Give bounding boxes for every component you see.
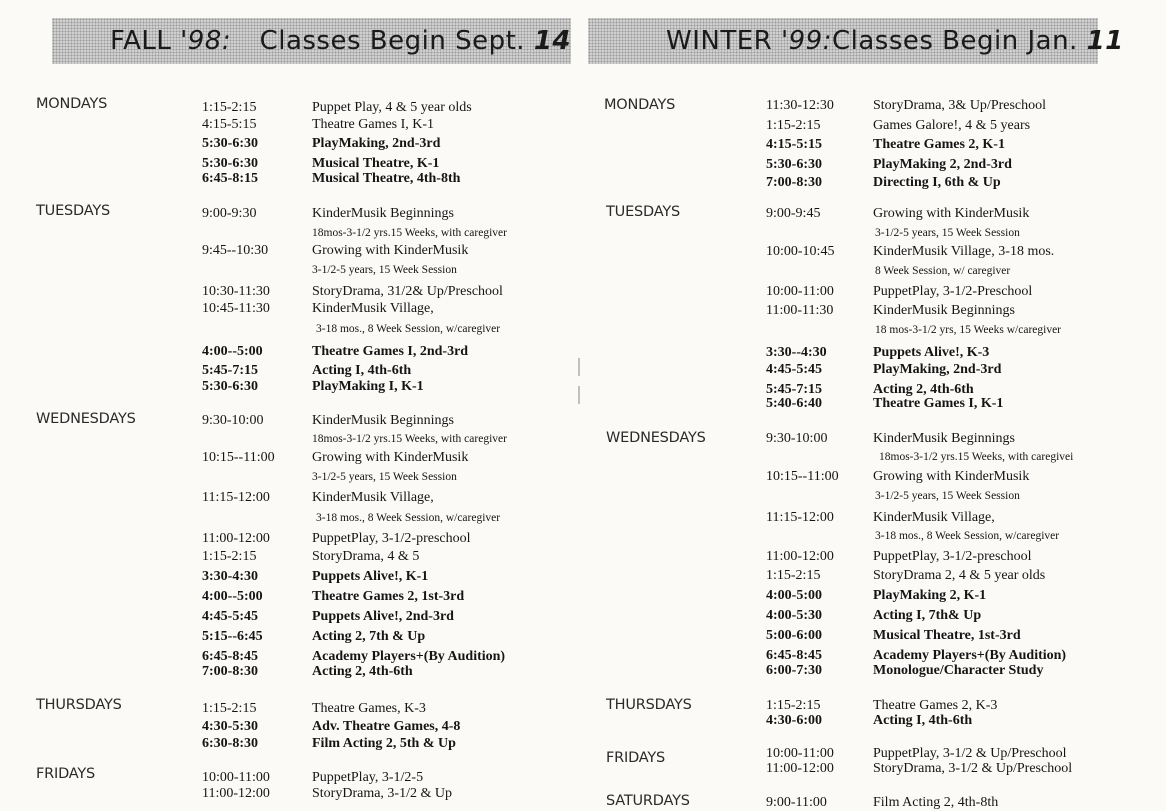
fall-season: FALL <box>110 26 172 56</box>
class-name: StoryDrama, 3& Up/Preschool <box>873 98 1047 113</box>
class-name: Musical Theatre, 1st-3rd <box>873 628 1021 643</box>
class-time: 5:00-6:00 <box>766 628 822 643</box>
class-time: 6:45-8:15 <box>202 171 258 186</box>
class-time: 1:15-2:15 <box>202 701 257 716</box>
schedule-note: 18mos-3-1/2 yrs.15 Weeks, with caregiver <box>312 433 507 445</box>
class-name: Theatre Games I, 2nd-3rd <box>312 344 469 359</box>
class-time: 10:00-11:00 <box>202 770 270 785</box>
class-time: 6:00-7:30 <box>766 663 822 678</box>
class-time: 11:00-12:00 <box>766 761 834 776</box>
schedule-note: 18mos-3-1/2 yrs.15 Weeks, with caregiver <box>312 227 507 239</box>
class-time: 1:15-2:15 <box>766 118 821 133</box>
winter-banner <box>588 18 1124 64</box>
class-time: 6:30-8:30 <box>202 736 258 751</box>
class-time: 4:15-5:15 <box>766 137 822 152</box>
class-name: Puppets Alive!, 2nd-3rd <box>312 609 454 624</box>
class-time: 9:00-11:00 <box>766 795 827 810</box>
class-name: Acting 2, 4th-6th <box>873 382 974 397</box>
class-name: Academy Players+(By Audition) <box>312 649 506 664</box>
class-time: 4:00--5:00 <box>202 589 263 604</box>
fall-day-wednesday: WEDNESDAYS <box>36 411 136 427</box>
class-time: 5:15--6:45 <box>202 629 263 644</box>
class-time: 11:30-12:30 <box>766 98 834 113</box>
winter-day-thursday: THURSDAYS <box>606 697 692 713</box>
class-name: Theatre Games 2, K-1 <box>873 137 1005 152</box>
winter-year: '99: <box>780 26 832 56</box>
class-name: StoryDrama, 3-1/2 & Up/Preschool <box>873 761 1073 776</box>
class-time: 9:45--10:30 <box>202 243 269 258</box>
winter-day-tuesday: TUESDAYS <box>606 204 681 220</box>
schedule-note: 3-18 mos., 8 Week Session, w/caregiver <box>316 323 501 335</box>
class-name: Growing with KinderMusik <box>312 450 469 465</box>
class-time: 4:00--5:00 <box>202 344 263 359</box>
class-name: Musical Theatre, 4th-8th <box>312 171 461 186</box>
class-time: 1:15-2:15 <box>202 549 257 564</box>
class-name: KinderMusik Village, <box>312 490 434 505</box>
winter-day-wednesday: WEDNESDAYS <box>606 430 706 446</box>
class-time: 5:30-6:30 <box>202 156 258 171</box>
winter-begin: Classes Begin Jan. <box>831 26 1078 56</box>
schedule-note: 3-1/2-5 years, 15 Week Session <box>875 227 1020 239</box>
class-name: Musical Theatre, K-1 <box>312 156 440 171</box>
class-name: Adv. Theatre Games, 4-8 <box>312 719 461 734</box>
class-name: Puppet Play, 4 & 5 year olds <box>312 100 472 115</box>
fall-year: '98: <box>180 26 232 56</box>
class-name: Theatre Games 2, 1st-3rd <box>312 589 465 604</box>
winter-season: WINTER <box>666 26 773 56</box>
class-time: 4:45-5:45 <box>766 362 822 377</box>
class-time: 9:30-10:00 <box>766 431 828 446</box>
schedule-note: 3-18 mos., 8 Week Session, w/caregiver <box>875 530 1060 542</box>
class-time: 1:15-2:15 <box>766 698 821 713</box>
class-time: 4:45-5:45 <box>202 609 258 624</box>
class-name: PuppetPlay, 3-1/2-preschool <box>312 531 471 546</box>
class-time: 5:40-6:40 <box>766 396 822 411</box>
class-time: 10:00-11:00 <box>766 284 834 299</box>
class-time: 5:30-6:30 <box>202 136 258 151</box>
class-name: PuppetPlay, 3-1/2 & Up/Preschool <box>873 746 1067 761</box>
class-name: PuppetPlay, 3-1/2-preschool <box>873 549 1032 564</box>
schedule-note: 3-1/2-5 years, 15 Week Session <box>875 490 1020 502</box>
class-name: Theatre Games I, K-1 <box>312 117 435 132</box>
class-time: 9:00-9:45 <box>766 206 821 221</box>
class-name: PuppetPlay, 3-1/2-5 <box>312 770 424 785</box>
schedule-note: 3-1/2-5 years, 15 Week Session <box>312 264 457 276</box>
class-time: 11:00-12:00 <box>202 786 270 801</box>
winter-date: 11 <box>1086 26 1124 56</box>
class-time: 4:00-5:00 <box>766 588 822 603</box>
class-time: 9:30-10:00 <box>202 413 264 428</box>
class-name: Theatre Games, K-3 <box>312 701 426 716</box>
class-time: 1:15-2:15 <box>766 568 821 583</box>
class-time: 3:30--4:30 <box>766 345 827 360</box>
class-time: 11:15-12:00 <box>766 510 834 525</box>
class-time: 10:00-11:00 <box>766 746 834 761</box>
class-time: 4:30-5:30 <box>202 719 258 734</box>
class-name: Growing with KinderMusik <box>873 206 1030 221</box>
winter-day-monday: MONDAYS <box>604 97 676 113</box>
class-time: 5:30-6:30 <box>202 379 258 394</box>
class-time: 4:30-6:00 <box>766 713 822 728</box>
class-time: 5:30-6:30 <box>766 157 822 172</box>
class-time: 11:00-12:00 <box>202 531 270 546</box>
class-time: 5:45-7:15 <box>202 363 258 378</box>
fall-day-thursday: THURSDAYS <box>36 697 122 713</box>
class-time: 1:15-2:15 <box>202 100 257 115</box>
class-name: PlayMaking, 2nd-3rd <box>873 362 1002 377</box>
fall-date: 14 <box>533 26 571 56</box>
class-name: StoryDrama 2, 4 & 5 year olds <box>873 568 1046 583</box>
class-name: Acting 2, 7th & Up <box>312 629 426 644</box>
class-name: Acting I, 4th-6th <box>312 363 412 378</box>
class-name: StoryDrama, 31/2& Up/Preschool <box>312 284 503 299</box>
class-time: 5:45-7:15 <box>766 382 822 397</box>
class-name: Film Acting 2, 4th-8th <box>873 795 999 810</box>
class-time: 10:00-10:45 <box>766 244 835 259</box>
class-time: 10:45-11:30 <box>202 301 270 316</box>
fall-day-tuesday: TUESDAYS <box>36 203 111 219</box>
class-name: Acting I, 7th& Up <box>873 608 982 623</box>
class-name: Theatre Games I, K-1 <box>873 396 1004 411</box>
class-name: KinderMusik Village, <box>312 301 434 316</box>
class-name: Film Acting 2, 5th & Up <box>312 736 456 751</box>
winter-day-friday: FRIDAYS <box>606 750 666 766</box>
class-time: 7:00-8:30 <box>766 175 822 190</box>
class-time: 4:15-5:15 <box>202 117 257 132</box>
class-name: Growing with KinderMusik <box>873 469 1030 484</box>
winter-day-saturday: SATURDAYS <box>606 793 690 809</box>
class-name: KinderMusik Village, 3-18 mos. <box>873 244 1055 259</box>
class-name: Games Galore!, 4 & 5 years <box>873 118 1031 133</box>
class-time: 11:15-12:00 <box>202 490 270 505</box>
class-time: 7:00-8:30 <box>202 664 258 679</box>
class-name: KinderMusik Beginnings <box>312 413 454 428</box>
class-name: Puppets Alive!, K-3 <box>873 345 990 360</box>
scan-mark <box>578 358 580 376</box>
schedule-note: 18 mos-3-1/2 yrs, 15 Weeks w/caregiver <box>875 324 1062 336</box>
class-time: 10:15--11:00 <box>202 450 275 465</box>
class-time: 10:30-11:30 <box>202 284 270 299</box>
schedule-note: 3-18 mos., 8 Week Session, w/caregiver <box>316 512 501 524</box>
class-name: Theatre Games 2, K-3 <box>873 698 998 713</box>
class-time: 3:30-4:30 <box>202 569 258 584</box>
class-name: Monologue/Character Study <box>873 663 1044 678</box>
class-name: KinderMusik Beginnings <box>873 303 1015 318</box>
class-name: PlayMaking, 2nd-3rd <box>312 136 441 151</box>
class-name: Acting 2, 4th-6th <box>312 664 413 679</box>
class-time: 6:45-8:45 <box>202 649 258 664</box>
class-name: StoryDrama, 4 & 5 <box>312 549 420 564</box>
class-time: 10:15--11:00 <box>766 469 839 484</box>
class-name: KinderMusik Village, <box>873 510 995 525</box>
class-name: Academy Players+(By Audition) <box>873 648 1067 663</box>
class-time: 11:00-11:30 <box>766 303 834 318</box>
fall-day-monday: MONDAYS <box>36 96 108 112</box>
class-time: 6:45-8:45 <box>766 648 822 663</box>
class-time: 4:00-5:30 <box>766 608 822 623</box>
fall-begin: Classes Begin Sept. <box>259 26 526 56</box>
class-name: KinderMusik Beginnings <box>312 206 454 221</box>
class-name: KinderMusik Beginnings <box>873 431 1015 446</box>
schedule-note: 8 Week Session, w/ caregiver <box>875 265 1011 277</box>
class-name: PlayMaking 2, K-1 <box>873 588 987 603</box>
class-time: 11:00-12:00 <box>766 549 834 564</box>
class-name: PlayMaking 2, 2nd-3rd <box>873 157 1012 172</box>
fall-day-friday: FRIDAYS <box>36 766 96 782</box>
class-name: PlayMaking I, K-1 <box>312 379 424 394</box>
class-name: Acting I, 4th-6th <box>873 713 973 728</box>
class-name: StoryDrama, 3-1/2 & Up <box>312 786 452 801</box>
schedule-note: 3-1/2-5 years, 15 Week Session <box>312 471 457 483</box>
class-name: Growing with KinderMusik <box>312 243 469 258</box>
class-name: Directing I, 6th & Up <box>873 175 1001 190</box>
class-name: PuppetPlay, 3-1/2-Preschool <box>873 284 1033 299</box>
scan-mark <box>578 386 580 404</box>
class-time: 9:00-9:30 <box>202 206 257 221</box>
fall-banner <box>52 18 571 64</box>
class-name: Puppets Alive!, K-1 <box>312 569 429 584</box>
schedule-note: 18mos-3-1/2 yrs.15 Weeks, with caregivei <box>879 451 1074 463</box>
